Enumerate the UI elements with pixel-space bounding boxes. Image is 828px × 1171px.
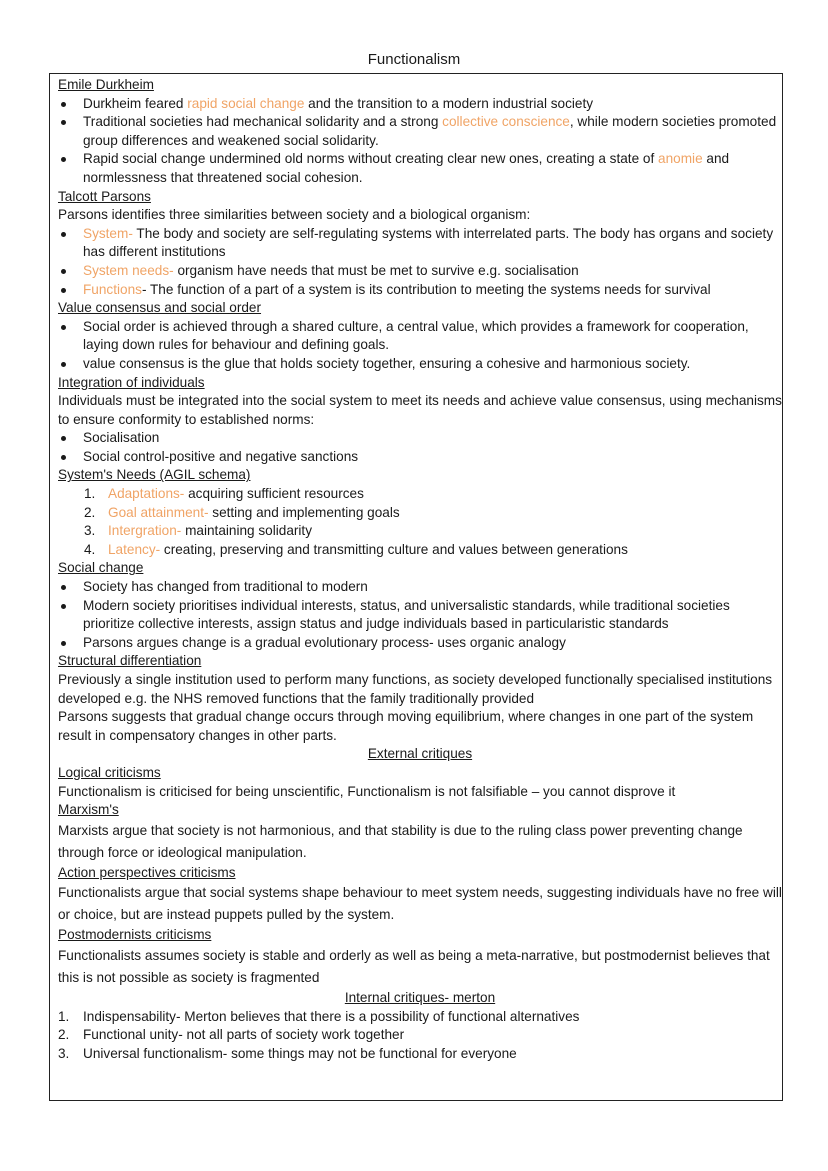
list-item: Social order is achieved through a shared culture, a central value, which provides a framework for cooperation, laying down rules for behaviour and defining goals.	[58, 318, 782, 355]
key-term: System needs-	[83, 262, 174, 278]
text: and normlessness that threatened social cohesion.	[83, 151, 730, 185]
item-number: 3.	[58, 1045, 70, 1061]
agil-heading: System's Needs (AGIL schema)	[58, 467, 251, 483]
key-term: Functions	[83, 281, 142, 297]
list-item	[58, 113, 782, 150]
key-term: Goal attainment-	[108, 504, 209, 520]
list-item	[84, 485, 782, 504]
agil-list	[58, 485, 782, 559]
text: setting and implementing goals	[208, 504, 400, 520]
logical-text: Functionalism is criticised for being unscientific, Functionalism is not falsifiable – you cannot disprove it	[58, 783, 676, 799]
text: , while modern societies promoted group differences and weakened social solidarity.	[83, 114, 777, 148]
integration-text: Individuals must be integrated into the social system to meet its needs and achieve value consensus, using mechanisms to ensure conformity to established norms:	[58, 393, 782, 427]
text: Traditional societies had mechanical solidarity and a strong	[83, 114, 443, 130]
key-term: System-	[83, 225, 133, 241]
marxism-heading: Marxism's	[58, 802, 119, 818]
text: acquiring sufficient resources	[184, 486, 364, 502]
key-term: Adaptations-	[108, 486, 185, 502]
postmodern-heading: Postmodernists criticisms	[58, 927, 212, 943]
postmodern-text: Functionalists assumes society is stable and orderly as well as being a meta-narrative, but postmodernist believes that this is not possible as society is fragmented	[58, 947, 770, 985]
durkheim-list	[58, 95, 782, 188]
list-item	[58, 1045, 782, 1064]
parsons-intro: Parsons identifies three similarities between society and a biological organism:	[58, 207, 531, 223]
key-term: collective conscience	[442, 114, 570, 130]
item-number: 1.	[58, 1008, 70, 1024]
durkheim-heading: Emile Durkheim	[58, 77, 154, 92]
list-item	[58, 1008, 782, 1027]
item-number: 2.	[84, 504, 96, 520]
value-consensus-list	[58, 318, 782, 374]
notes-box	[49, 73, 783, 1101]
key-term: anomie	[658, 151, 703, 167]
list-item: value consensus is the glue that holds society together, ensuring a cohesive and harmonious society.	[58, 355, 782, 374]
page-title: Functionalism	[367, 51, 461, 68]
list-item: Parsons argues change is a gradual evolutionary process- uses organic analogy	[58, 634, 782, 653]
integration-list	[58, 429, 782, 466]
list-item: Modern society prioritises individual interests, status, and universalistic standards, while traditional societies prioritize collective interests, assign status and judge individuals based in particularistic standards	[58, 597, 782, 634]
action-heading: Action perspectives criticisms	[58, 864, 236, 880]
structural-heading: Structural differentiation	[58, 653, 202, 669]
list-item	[84, 504, 782, 523]
internal-critiques-heading: Internal critiques- merton	[344, 989, 496, 1005]
social-change-heading: Social change	[58, 560, 144, 576]
parsons-heading: Talcott Parsons	[58, 188, 151, 204]
parsons-list	[58, 225, 782, 299]
text: Rapid social change undermined old norms without creating clear new ones, creating a state of	[83, 151, 659, 167]
text: - The function of a part of a system is its contribution to meeting the systems needs for survival	[141, 281, 711, 297]
text: Indispensability- Merton believes that there is a possibility of functional alternatives	[83, 1008, 580, 1024]
list-item	[58, 1026, 782, 1045]
integration-heading: Integration of individuals	[58, 374, 205, 390]
key-term: Latency-	[108, 541, 161, 557]
structural-para-2: Parsons suggests that gradual change occurs through moving equilibrium, where changes in one part of the system result in compensatory changes in other parts.	[58, 709, 754, 743]
list-item: Social control-positive and negative sanctions	[58, 448, 782, 467]
social-change-list	[58, 578, 782, 652]
item-number: 4.	[84, 541, 96, 557]
item-number: 3.	[84, 523, 96, 539]
text: and the transition to a modern industrial society	[304, 95, 594, 111]
text: Universal functionalism- some things may not be functional for everyone	[83, 1045, 517, 1061]
list-item	[84, 522, 782, 541]
action-text: Functionalists argue that social systems shape behaviour to meet system needs, suggesting individuals have no free will or choice, but are instead puppets pulled by the system.	[58, 885, 782, 923]
key-term: Intergration-	[108, 523, 182, 539]
text: creating, preserving and transmitting culture and values between generations	[160, 541, 628, 557]
list-item	[58, 262, 782, 281]
value-consensus-heading: Value consensus and social order	[58, 300, 262, 316]
item-number: 1.	[84, 486, 96, 502]
list-item: Society has changed from traditional to modern	[58, 578, 782, 597]
item-number: 2.	[58, 1027, 70, 1043]
internal-list	[58, 1008, 782, 1064]
text: maintaining solidarity	[181, 523, 313, 539]
list-item	[84, 541, 782, 560]
text: Functional unity- not all parts of society work together	[83, 1027, 405, 1043]
structural-para-1: Previously a single institution used to perform many functions, as society developed functionally specialised institutions developed e.g. the NHS removed functions that the family traditionally provided	[58, 672, 773, 706]
marxism-text: Marxists argue that society is not harmonious, and that stability is due to the ruling class power preventing change through force or ideological manipulation.	[58, 822, 743, 860]
list-item: Socialisation	[58, 429, 782, 448]
list-item	[58, 150, 782, 187]
text: The body and society are self-regulating systems with interrelated parts. The body has organs and society has different institutions	[83, 225, 774, 260]
list-item	[58, 225, 782, 262]
external-critiques-heading: External critiques	[367, 746, 473, 762]
list-item	[58, 281, 782, 300]
text: organism have needs that must be met to survive e.g. socialisation	[173, 262, 579, 278]
text: Durkheim feared	[83, 95, 188, 111]
list-item	[58, 95, 782, 114]
logical-heading: Logical criticisms	[58, 764, 161, 780]
key-term: rapid social change	[187, 95, 305, 111]
